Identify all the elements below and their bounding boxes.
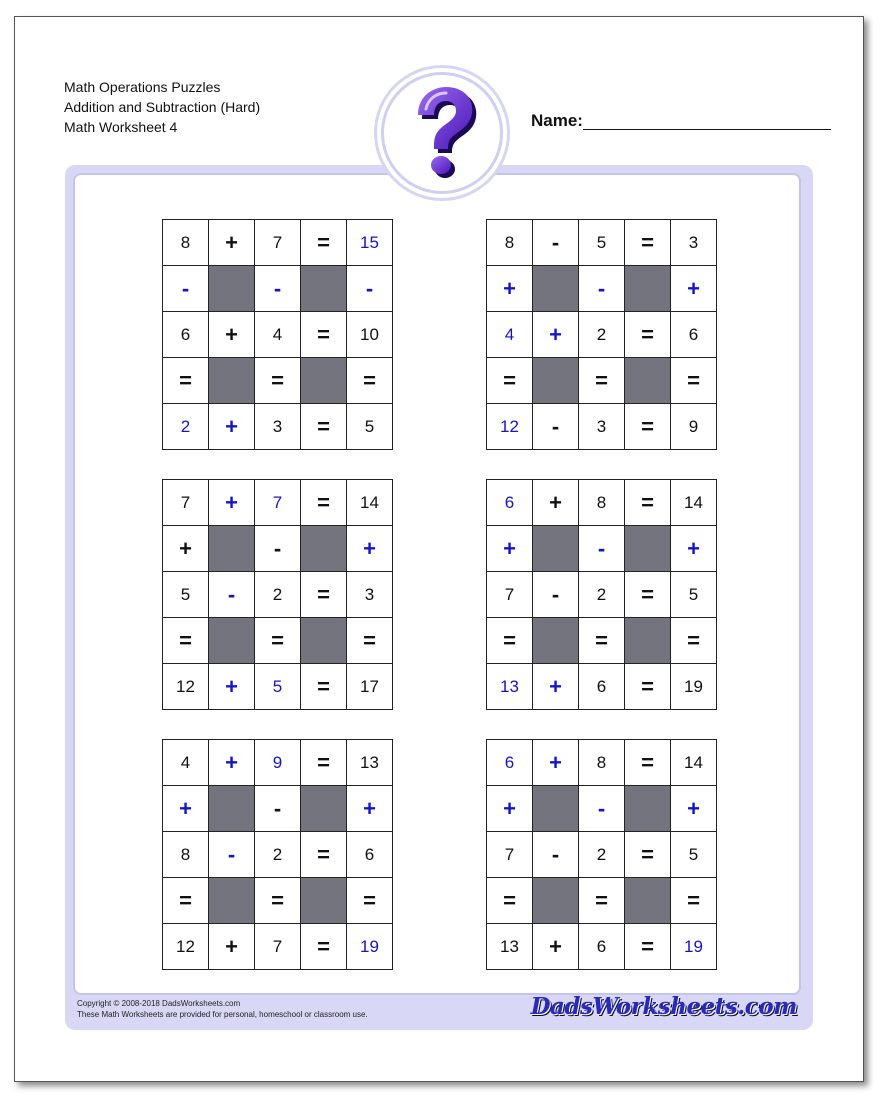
operator-cell: = [579,618,624,663]
number-cell: 19 [671,924,716,969]
operator-cell: = [625,740,670,785]
operator-cell: = [625,924,670,969]
number-cell: 2 [163,404,208,449]
operator-cell: = [671,878,716,923]
worksheet-header [64,77,260,137]
shaded-cell [625,618,670,663]
number-cell: 8 [487,220,532,265]
operator-cell: = [625,220,670,265]
number-cell: 6 [487,480,532,525]
operator-cell: = [487,878,532,923]
shaded-cell [301,618,346,663]
operator-cell: = [255,878,300,923]
number-cell: 2 [579,832,624,877]
shaded-cell [533,358,578,403]
number-cell: 7 [255,924,300,969]
worksheet-title: Math Operations Puzzles [64,79,221,95]
number-cell: 9 [255,740,300,785]
operator-cell: + [209,740,254,785]
number-cell: 12 [487,404,532,449]
operator-cell: = [625,832,670,877]
number-cell: 4 [163,740,208,785]
number-cell: 13 [347,740,392,785]
dadsworksheets-logo: DadsWorksheets.com [530,993,797,1020]
operator-cell: + [671,786,716,831]
shaded-cell [625,526,670,571]
operator-cell: = [347,618,392,663]
number-cell: 6 [347,832,392,877]
operator-cell: - [533,404,578,449]
puzzle-grid [162,219,393,450]
number-cell: 5 [671,572,716,617]
operator-cell: = [163,878,208,923]
number-cell: 6 [579,664,624,709]
number-cell: 7 [163,480,208,525]
shaded-cell [301,266,346,311]
operator-cell: + [533,664,578,709]
operator-cell: - [579,266,624,311]
operator-cell: = [625,404,670,449]
number-cell: 14 [671,740,716,785]
number-cell: 13 [487,924,532,969]
operator-cell: + [533,480,578,525]
number-cell: 10 [347,312,392,357]
operator-cell: + [209,312,254,357]
number-cell: 3 [671,220,716,265]
number-cell: 3 [579,404,624,449]
number-cell: 2 [579,572,624,617]
operator-cell: - [533,832,578,877]
operator-cell: = [625,664,670,709]
name-input-line[interactable] [583,129,831,130]
number-cell: 6 [579,924,624,969]
puzzle-grid [486,479,717,710]
operator-cell: - [209,572,254,617]
operator-cell: = [347,878,392,923]
operator-cell: = [347,358,392,403]
operator-cell: + [533,924,578,969]
operator-cell: + [209,220,254,265]
number-cell: 6 [671,312,716,357]
operator-cell: = [301,740,346,785]
number-cell: 19 [671,664,716,709]
number-cell: 15 [347,220,392,265]
operator-cell: + [209,924,254,969]
number-cell: 5 [255,664,300,709]
number-cell: 4 [255,312,300,357]
operator-cell: + [487,526,532,571]
operator-cell: + [209,404,254,449]
number-cell: 12 [163,924,208,969]
shaded-cell [209,266,254,311]
number-cell: 3 [347,572,392,617]
footer-copyright-block [77,998,368,1020]
number-cell: 8 [579,740,624,785]
operator-cell: - [579,786,624,831]
operator-cell: = [301,480,346,525]
number-cell: 5 [163,572,208,617]
puzzle-grid [486,739,717,970]
operator-cell: = [579,358,624,403]
operator-cell: + [533,740,578,785]
shaded-cell [625,266,670,311]
worksheet-number: Math Worksheet 4 [64,119,178,135]
operator-cell: = [255,618,300,663]
operator-cell: - [579,526,624,571]
operator-cell: + [209,664,254,709]
operator-cell: - [533,220,578,265]
number-cell: 4 [487,312,532,357]
operator-cell: - [163,266,208,311]
operator-cell: = [301,312,346,357]
operator-cell: = [625,312,670,357]
number-cell: 7 [255,480,300,525]
operator-cell: = [301,664,346,709]
operator-cell: + [487,266,532,311]
puzzle-grid [162,479,393,710]
operator-cell: + [163,526,208,571]
number-cell: 9 [671,404,716,449]
number-cell: 5 [671,832,716,877]
shaded-cell [209,618,254,663]
operator-cell: = [301,572,346,617]
operator-cell: + [671,526,716,571]
number-cell: 7 [487,832,532,877]
question-mark-icon [381,72,503,194]
shaded-cell [625,878,670,923]
worksheet-subtitle: Addition and Subtraction (Hard) [64,99,261,115]
operator-cell: + [347,786,392,831]
number-cell: 19 [347,924,392,969]
worksheet-page [14,16,864,1082]
operator-cell: = [255,358,300,403]
number-cell: 8 [163,832,208,877]
shaded-cell [625,358,670,403]
operator-cell: = [301,832,346,877]
puzzle-grid [486,219,717,450]
operator-cell: - [255,266,300,311]
operator-cell: + [533,312,578,357]
shaded-cell [301,878,346,923]
operator-cell: = [487,618,532,663]
operator-cell: - [209,832,254,877]
number-cell: 7 [255,220,300,265]
operator-cell: = [301,220,346,265]
shaded-cell [533,786,578,831]
number-cell: 8 [163,220,208,265]
number-cell: 2 [255,572,300,617]
number-cell: 14 [671,480,716,525]
number-cell: 7 [487,572,532,617]
shaded-cell [625,786,670,831]
puzzle-grid [162,739,393,970]
operator-cell: = [301,924,346,969]
number-cell: 5 [579,220,624,265]
operator-cell: + [209,480,254,525]
shaded-cell [533,526,578,571]
number-cell: 13 [487,664,532,709]
operator-cell: - [255,526,300,571]
operator-cell: - [255,786,300,831]
shaded-cell [301,526,346,571]
number-cell: 17 [347,664,392,709]
number-cell: 2 [255,832,300,877]
shaded-cell [209,358,254,403]
number-cell: 14 [347,480,392,525]
operator-cell: = [301,404,346,449]
shaded-cell [301,786,346,831]
operator-cell: - [347,266,392,311]
shaded-cell [533,618,578,663]
number-cell: 6 [487,740,532,785]
operator-cell: = [671,618,716,663]
operator-cell: + [347,526,392,571]
shaded-cell [533,266,578,311]
operator-cell: = [625,572,670,617]
shaded-cell [209,786,254,831]
operator-cell: - [533,572,578,617]
copyright-text: Copyright © 2008-2018 DadsWorksheets.com [77,999,241,1008]
shaded-cell [209,878,254,923]
shaded-cell [533,878,578,923]
number-cell: 5 [347,404,392,449]
operator-cell: = [163,358,208,403]
number-cell: 2 [579,312,624,357]
number-cell: 6 [163,312,208,357]
number-cell: 12 [163,664,208,709]
number-cell: 3 [255,404,300,449]
shaded-cell [209,526,254,571]
name-label: Name: [531,111,583,130]
operator-cell: + [671,266,716,311]
operator-cell: = [579,878,624,923]
operator-cell: + [487,786,532,831]
shaded-cell [301,358,346,403]
operator-cell: = [671,358,716,403]
operator-cell: = [625,480,670,525]
usage-notice: These Math Worksheets are provided for personal, homeschool or classroom use. [77,1010,368,1019]
operator-cell: = [163,618,208,663]
number-cell: 8 [579,480,624,525]
operator-cell: = [487,358,532,403]
operator-cell: + [163,786,208,831]
